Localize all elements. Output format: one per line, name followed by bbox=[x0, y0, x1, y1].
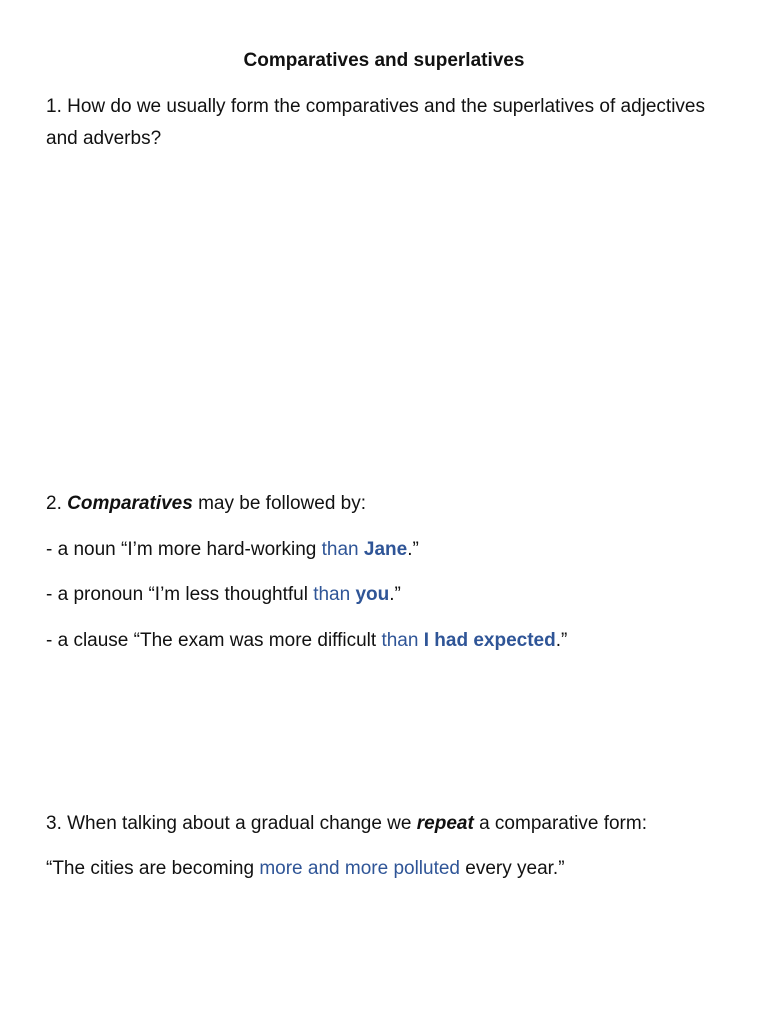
question-1: 1. How do we usually form the comparatives and the superlatives of adjectives and adverbs? bbox=[46, 96, 705, 149]
example-focus: you bbox=[355, 584, 390, 605]
example-gradual-change bbox=[46, 853, 728, 885]
page-title: Comparatives and superlatives bbox=[243, 50, 525, 71]
example-focus: Jane bbox=[363, 539, 408, 560]
example-suffix: .” bbox=[407, 539, 419, 560]
than-word: than bbox=[321, 539, 359, 560]
q2-number: 2. bbox=[46, 493, 62, 514]
example-suffix: .” bbox=[389, 584, 401, 605]
q2-rest: may be followed by: bbox=[198, 493, 367, 514]
example-noun bbox=[46, 534, 728, 566]
than-word: than bbox=[313, 584, 351, 605]
example-pronoun bbox=[46, 579, 728, 611]
q3-rest: a comparative form: bbox=[479, 813, 647, 834]
question-2-heading bbox=[46, 488, 728, 520]
example-prefix: - a clause “The exam was more difficult bbox=[46, 630, 377, 651]
example-clause bbox=[46, 625, 728, 657]
question-3-heading bbox=[46, 808, 728, 840]
example-prefix: “The cities are becoming bbox=[46, 858, 255, 879]
than-word: than bbox=[381, 630, 419, 651]
example-suffix: .” bbox=[555, 630, 568, 651]
q3-lead: 3. When talking about a gradual change we bbox=[46, 813, 412, 834]
q3-term: repeat bbox=[416, 813, 474, 834]
example-focus: I had expected bbox=[423, 630, 556, 651]
example-prefix: - a pronoun “I’m less thoughtful bbox=[46, 584, 308, 605]
example-focus: more and more polluted bbox=[259, 858, 460, 879]
example-prefix: - a noun “I’m more hard-working bbox=[46, 539, 317, 560]
q2-term: Comparatives bbox=[67, 493, 193, 514]
example-suffix: every year.” bbox=[465, 858, 565, 879]
